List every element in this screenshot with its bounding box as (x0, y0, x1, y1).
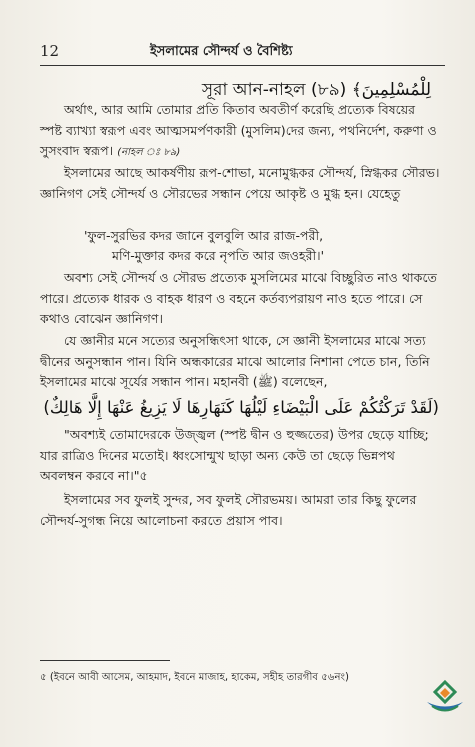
header-rule (40, 65, 445, 66)
paragraph-translation (40, 100, 441, 164)
poem-line-1: 'ফুল-সুরভির কদর জানে বুলবুলি আর রাজ-পরী, (84, 228, 324, 243)
paragraph-seeker: যে জ্ঞানীর মনে সত্যের অনুসন্ধিৎসা থাকে, সে জ্ঞানী ইসলামের মাঝে সত্য দ্বীনের অনুসন্ধান পান। যিনি অন্ধকারের মাঝে আলোর নিশানা পেতে চান, তিনি ইসলামের মাঝে সূর্যের সন্ধান পান। মহানবী (ﷺ) বলেছেন, (40, 333, 430, 389)
page-number: 12 (40, 42, 60, 60)
arabic-verse-ending: لِلْمُسْلِمِينَ﴾ (৮৯) সূরা আন-নাহল (201, 80, 431, 100)
arabic-hadith: (لَقَدْ تَرَكْتُكُمْ عَلَى الْبَيْضَاءِ لَيْلُهَا كَنَهَارِهَا لَا يَزِيغُ عَنْهَا إِلَّا هَالِكٌ) (43, 398, 439, 417)
footnote: ৫ (ইবনে আবী আসেম, আহমাদ, ইবনে মাজাহ, হাকেম, সহীহ তারগীব ৫৬নং) (40, 672, 349, 683)
publisher-logo-icon (424, 678, 466, 716)
running-title: ইসলামের সৌন্দর্য ও বৈশিষ্ট্য (150, 44, 293, 59)
footnote-rule (40, 660, 170, 661)
paragraph-conclusion: ইসলামের সব ফুলই সুন্দর, সব ফুলই সৌরভময়। আমরা তার কিছু ফুলের সৌন্দর্য-সুগন্ধ নিয়ে আলোচনা করতে প্রয়াস পাব। (40, 492, 417, 528)
translation-text: অর্থাৎ, আর আমি তোমার প্রতি কিতাব অবতীর্ণ করেছি প্রত্যেক বিষয়ের স্পষ্ট ব্যাখ্যা স্বরূপ এবং আত্মসমর্পণকারী (মুসলিম)দের জন্য, পথনির্দেশ, করুণা ও সুসংবাদ স্বরূপ। (40, 102, 437, 158)
translation-citation: (নাহল ঃ ৮৯) (117, 147, 181, 158)
paragraph-reflection: অবশ্য সেই সৌন্দর্য ও সৌরভ প্রত্যেক মুসলিমের মাঝে বিচ্ছুরিত নাও থাকতে পারে। প্রত্যেক ধারক ও বাহক ধারণ ও বহনে কর্তব্যপরায়ণ নাও হতে পারে। সে কথাও বোঝেন জ্ঞানিগণ। (40, 270, 438, 326)
page-header (40, 38, 447, 64)
paragraph-hadith-translation: "অবশ্যই তোমাদেরকে উজ্জ্বল (স্পষ্ট দ্বীন ও হুজ্জতের) উপর ছেড়ে যাচ্ছি; যার রাত্রিও দিনের মতোই। ধ্বংসোন্মুখ ছাড়া অন্য কেউ তা ছেড়ে ভিন্নপথ অবলম্বন করবে না।"৫ (40, 427, 429, 483)
paragraph-beauty: ইসলামের আছে আকর্ষণীয় রূপ-শোভা, মনোমুগ্ধকর সৌন্দর্য, স্নিগ্ধকর সৌরভ। জ্ঞানিগণ সেই সৌন্দর্য ও সৌরভের সন্ধান পেয়ে আকৃষ্ট ও মুগ্ধ হন। যেহেতু (40, 165, 440, 201)
poem-line-2: মণি-মুক্তার কদর করে নৃপতি আর জওহরী।' (112, 248, 325, 263)
